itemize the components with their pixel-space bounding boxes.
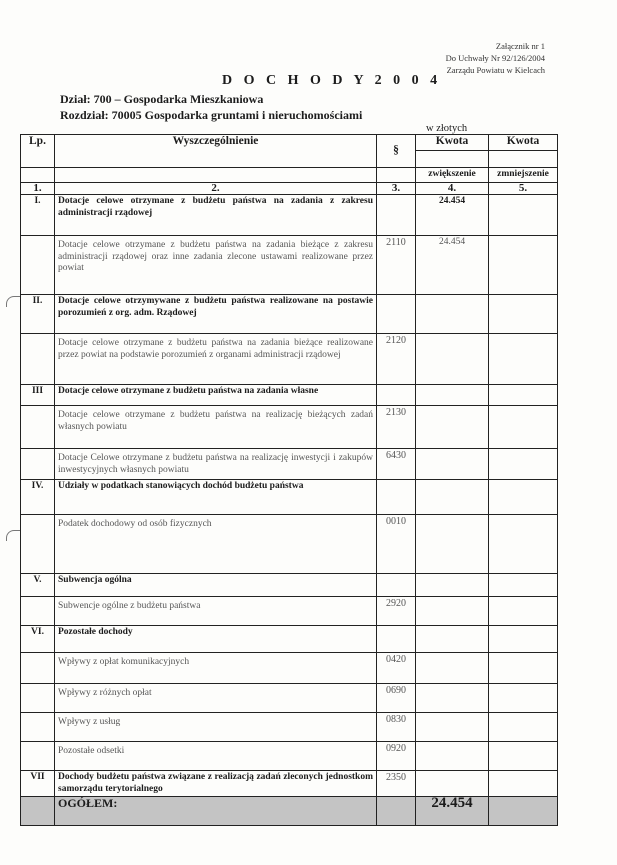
header-description: Wyszczególnienie	[55, 135, 377, 168]
row-description: Dotacje celowe otrzymane z budżetu państwa na zadania bieżące z zakresu administracji rządowej oraz inne zadania zlecone ustawami realizowane przez powiat	[55, 236, 377, 295]
item-row	[21, 236, 558, 295]
row-lp: II.	[21, 295, 55, 334]
row-paragraph	[377, 385, 416, 406]
attachment-line-1: Załącznik nr 1	[495, 41, 545, 51]
row-increase	[416, 515, 489, 574]
row-description: Subwencje ogólne z budżetu państwa	[55, 597, 377, 626]
row-description: Pozostałe odsetki	[55, 742, 377, 771]
total-decrease	[489, 797, 558, 826]
row-increase	[416, 597, 489, 626]
row-increase	[416, 574, 489, 597]
row-paragraph: 2120	[377, 334, 416, 385]
column-numbers-row	[21, 182, 558, 195]
row-lp: IV.	[21, 480, 55, 515]
row-description: Dotacje celowe otrzymane z budżetu państwa na realizację bieżących zadań własnych powiatu	[55, 406, 377, 449]
header-kwota-decrease: Kwota	[489, 135, 558, 151]
row-decrease	[489, 515, 558, 574]
total-label: OGÓŁEM:	[55, 797, 377, 826]
colnum: 4.	[416, 182, 489, 195]
row-increase: 24.454	[416, 195, 489, 236]
row-decrease	[489, 653, 558, 684]
row-description: Udziały w podatkach stanowiących dochód budżetu państwa	[55, 480, 377, 515]
row-decrease	[489, 742, 558, 771]
colnum: 2.	[55, 182, 377, 195]
row-increase	[416, 771, 489, 797]
row-decrease	[489, 480, 558, 515]
row-paragraph: 0420	[377, 653, 416, 684]
row-lp	[21, 449, 55, 480]
section-row	[21, 771, 558, 797]
row-paragraph: 2110	[377, 236, 416, 295]
row-paragraph: 2920	[377, 597, 416, 626]
row-decrease	[489, 385, 558, 406]
item-row	[21, 742, 558, 771]
colnum: 1.	[21, 182, 55, 195]
row-lp	[21, 713, 55, 742]
row-increase	[416, 385, 489, 406]
row-description: Subwencja ogólna	[55, 574, 377, 597]
currency-unit: w złotych	[426, 123, 468, 134]
row-increase	[416, 449, 489, 480]
row-paragraph	[377, 574, 416, 597]
header-kwota-increase: Kwota	[416, 135, 489, 151]
row-description: Dotacje Celowe otrzymane z budżetu państwa na realizację inwestycji i zakupów inwestycyjnych własnych powiatu	[55, 449, 377, 480]
item-row	[21, 406, 558, 449]
row-increase	[416, 684, 489, 713]
colnum: 5.	[489, 182, 558, 195]
header-blank	[377, 168, 416, 183]
header-increase: zwiększenie	[416, 168, 489, 183]
row-lp: VII	[21, 771, 55, 797]
item-row	[21, 334, 558, 385]
row-lp: III	[21, 385, 55, 406]
row-lp	[21, 653, 55, 684]
total-lp	[21, 797, 55, 826]
total-row	[21, 797, 558, 826]
row-lp: I.	[21, 195, 55, 236]
colnum: 3.	[377, 182, 416, 195]
row-paragraph: 2130	[377, 406, 416, 449]
row-increase	[416, 334, 489, 385]
item-row	[21, 449, 558, 480]
section-dzial: Dział: 700 – Gospodarka Mieszkaniowa	[60, 92, 264, 106]
row-lp	[21, 406, 55, 449]
margin-mark	[6, 530, 21, 541]
row-description: Dotacje celowe otrzymane z budżetu państwa na zadania własne	[55, 385, 377, 406]
section-row	[21, 295, 558, 334]
item-row	[21, 597, 558, 626]
item-row	[21, 684, 558, 713]
row-decrease	[489, 236, 558, 295]
header-blank-inc	[416, 151, 489, 168]
row-paragraph: 0010	[377, 515, 416, 574]
row-lp	[21, 597, 55, 626]
row-decrease	[489, 406, 558, 449]
row-increase	[416, 406, 489, 449]
header-row	[21, 135, 558, 151]
row-description: Dotacje celowe otrzymane z budżetu państwa na zadania z zakresu administracji rządowej	[55, 195, 377, 236]
row-paragraph	[377, 626, 416, 653]
row-increase	[416, 742, 489, 771]
document-title: D O C H O D Y 2 0 0 4	[222, 73, 442, 88]
attachment-note	[446, 40, 545, 76]
row-lp	[21, 742, 55, 771]
row-increase	[416, 713, 489, 742]
row-description: Dochody budżetu państwa związane z realizacją zadań zleconych jednostkom samorządu terytorialnego	[55, 771, 377, 797]
row-decrease	[489, 334, 558, 385]
margin-mark	[6, 296, 21, 307]
header-decrease: zmniejszenie	[489, 168, 558, 183]
row-decrease	[489, 574, 558, 597]
row-paragraph: 0830	[377, 713, 416, 742]
attachment-line-3: Zarządu Powiatu w Kielcach	[446, 65, 545, 75]
section-row	[21, 626, 558, 653]
row-paragraph: 6430	[377, 449, 416, 480]
section-row	[21, 574, 558, 597]
row-decrease	[489, 684, 558, 713]
row-decrease	[489, 449, 558, 480]
row-paragraph: 0690	[377, 684, 416, 713]
header-subrow-labels	[21, 168, 558, 183]
row-description: Wpływy z usług	[55, 713, 377, 742]
row-description: Dotacje celowe otrzymywane z budżetu państwa realizowane na postawie porozumień z org. adm. Rządowej	[55, 295, 377, 334]
row-lp: V.	[21, 574, 55, 597]
row-paragraph	[377, 295, 416, 334]
row-lp	[21, 236, 55, 295]
row-increase	[416, 480, 489, 515]
row-description: Wpływy z różnych opłat	[55, 684, 377, 713]
row-decrease	[489, 771, 558, 797]
row-decrease	[489, 295, 558, 334]
header-blank	[55, 168, 377, 183]
row-description: Wpływy z opłat komunikacyjnych	[55, 653, 377, 684]
header-blank-dec	[489, 151, 558, 168]
header-blank	[21, 168, 55, 183]
row-increase	[416, 653, 489, 684]
total-increase: 24.454	[416, 797, 489, 826]
row-decrease	[489, 626, 558, 653]
row-lp	[21, 334, 55, 385]
row-paragraph	[377, 195, 416, 236]
section-row	[21, 480, 558, 515]
row-paragraph	[377, 480, 416, 515]
item-row	[21, 515, 558, 574]
row-increase	[416, 626, 489, 653]
row-increase	[416, 295, 489, 334]
row-description: Podatek dochodowy od osób fizycznych	[55, 515, 377, 574]
row-decrease	[489, 195, 558, 236]
row-lp: VI.	[21, 626, 55, 653]
attachment-line-2: Do Uchwały Nr 92/126/2004	[445, 53, 545, 63]
row-paragraph: 2350	[377, 771, 416, 797]
section-row	[21, 385, 558, 406]
header-lp: Lp.	[21, 135, 55, 168]
row-decrease	[489, 597, 558, 626]
row-paragraph: 0920	[377, 742, 416, 771]
section-rozdzial: Rozdział: 70005 Gospodarka gruntami i nieruchomościami	[60, 108, 363, 122]
item-row	[21, 713, 558, 742]
row-decrease	[489, 713, 558, 742]
row-increase: 24.454	[416, 236, 489, 295]
item-row	[21, 653, 558, 684]
income-table	[20, 134, 558, 826]
row-lp	[21, 684, 55, 713]
row-description: Dotacje celowe otrzymane z budżetu państwa na zadania bieżące realizowane przez powiat na podstawie porozumień z organami administracji rządowej	[55, 334, 377, 385]
row-lp	[21, 515, 55, 574]
total-paragraph	[377, 797, 416, 826]
header-paragraph: §	[377, 135, 416, 168]
row-description: Pozostałe dochody	[55, 626, 377, 653]
section-row	[21, 195, 558, 236]
